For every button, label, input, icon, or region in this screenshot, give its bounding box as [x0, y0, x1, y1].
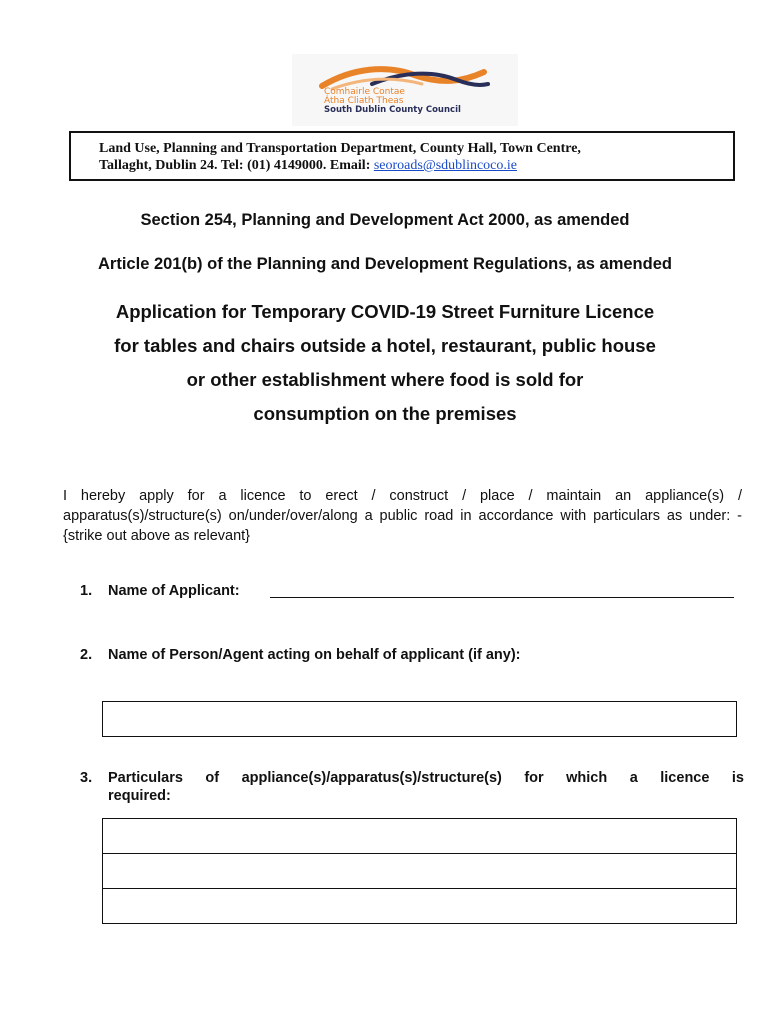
logo-text-irish-line2: Átha Cliath Theas: [324, 96, 404, 106]
table-row: [103, 819, 737, 854]
question-label-line2: required:: [108, 788, 171, 804]
question-label-line1: Particulars of appliance(s)/apparatus(s)/structure(s) for which a licence is: [108, 770, 744, 786]
agent-name-field[interactable]: [102, 701, 737, 737]
intro-paragraph: I hereby apply for a licence to erect / construct / place / maintain an appliance(s) / apparatus(s)/structure(s) on/under/over/along a public road in accordance with particulars as under: - {strike out above as relevant}: [63, 488, 742, 544]
question-applicant-name: [80, 582, 740, 602]
department-line: Land Use, Planning and Transportation Department, County Hall, Town Centre,: [99, 141, 581, 156]
question-particulars: [80, 769, 744, 805]
email-link[interactable]: seoroads@sdublincoco.ie: [373, 158, 517, 173]
application-title: [0, 295, 770, 431]
question-label: Name of Applicant:: [108, 583, 240, 599]
question-number: 1.: [80, 583, 93, 599]
particulars-field[interactable]: [103, 819, 737, 854]
logo-text-english: South Dublin County Council: [324, 105, 461, 115]
title-line: or other establishment where food is sold for: [186, 369, 584, 390]
applicant-name-field[interactable]: [270, 582, 734, 598]
council-logo: [292, 54, 518, 126]
address-text: Tallaght, Dublin 24. Tel: (01) 4149000. Email:: [99, 158, 374, 173]
contact-line: [99, 157, 733, 174]
particulars-field[interactable]: [103, 854, 737, 889]
title-line: Application for Temporary COVID-19 Street Furniture Licence: [115, 301, 655, 322]
title-line: consumption on the premises: [253, 403, 517, 424]
particulars-table: [102, 818, 737, 924]
department-address-box: [69, 131, 735, 181]
question-label: Name of Person/Agent acting on behalf of applicant (if any):: [108, 647, 521, 663]
question-number: 3.: [80, 770, 93, 786]
logo-text-irish-line1: Comhairle Contae: [324, 87, 405, 97]
question-label: [108, 769, 744, 805]
article-heading: Article 201(b) of the Planning and Development Regulations, as amended: [98, 255, 672, 273]
section-heading: Section 254, Planning and Development Act 2000, as amended: [140, 211, 630, 229]
table-row: [103, 889, 737, 924]
question-agent-name: [80, 646, 740, 666]
question-number: 2.: [80, 647, 93, 663]
title-line: for tables and chairs outside a hotel, restaurant, public house: [114, 335, 656, 356]
particulars-field[interactable]: [103, 889, 737, 924]
table-row: [103, 854, 737, 889]
